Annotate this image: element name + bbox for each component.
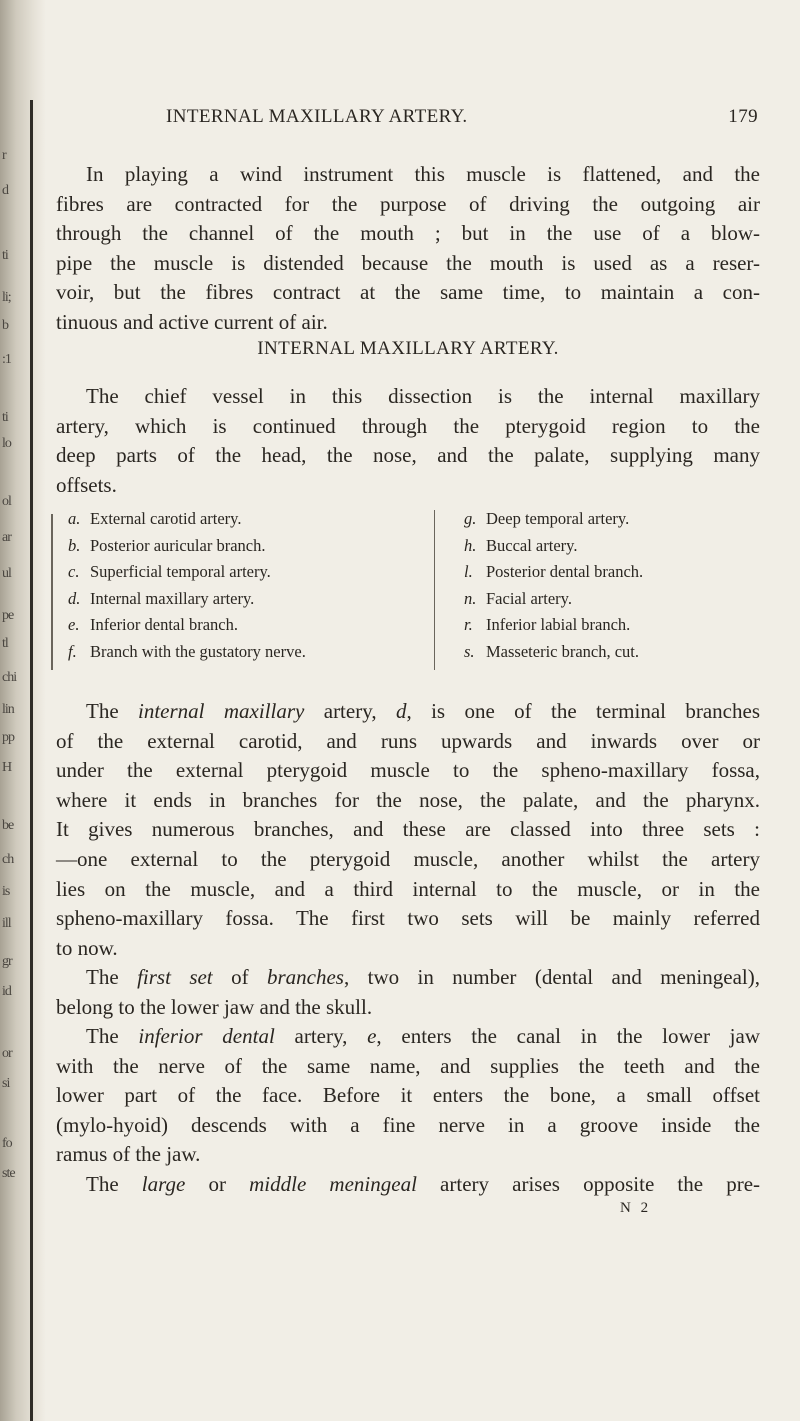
text-line: lies on the muscle, and a third internal to the muscle, or in the — [56, 876, 760, 901]
legend-item — [464, 612, 764, 639]
italic-term: branches — [266, 965, 344, 989]
legend-item — [68, 559, 368, 586]
legend-item — [464, 559, 764, 586]
legend-text: Inferior dental branch. — [90, 615, 238, 634]
text-line: voir, but the fibres contract at the same time, to maintain a con- — [56, 280, 760, 305]
legend-text: Superficial temporal artery. — [90, 562, 271, 581]
legend-column-left — [68, 506, 368, 665]
text-line — [56, 1170, 760, 1200]
legend-text: Internal maxillary artery. — [90, 588, 255, 608]
italic-term: inferior dental — [138, 1024, 275, 1048]
italic-term: internal maxillary — [138, 699, 305, 723]
legend-key: r. — [464, 615, 473, 634]
legend-text: Masseteric branch, cut. — [486, 641, 640, 661]
italic-letter: e — [367, 1024, 377, 1048]
text-line: lower part of the face. Before it enters the bone, a small offset — [56, 1083, 760, 1108]
text-line: deep parts of the head, the nose, and the palate, supplying many — [56, 443, 760, 468]
text-line: (mylo-hyoid) descends with a fine nerve in a groove inside the — [56, 1112, 760, 1137]
text-line — [56, 963, 760, 993]
legend-item — [464, 586, 764, 613]
text-line: pipe the muscle is distended because the mouth is used as a reser- — [56, 250, 760, 275]
binding-edge-line — [30, 100, 33, 1421]
text-line: of the external carotid, and runs upwards and inwards over or — [56, 728, 760, 753]
text-line: The chief vessel in this dissection is the internal maxillary — [86, 384, 760, 408]
signature-mark: N 2 — [620, 1200, 652, 1216]
text-line: with the nerve of the same name, and supplies the teeth and the — [56, 1053, 760, 1078]
legend-text: Deep temporal artery. — [486, 509, 630, 528]
legend-item — [68, 533, 368, 560]
text-run: artery, — [304, 699, 396, 723]
legend-key: d. — [68, 588, 81, 608]
text-run: The — [86, 699, 139, 723]
paragraph-inferior-dental — [56, 1022, 760, 1170]
text-run: , two in number (dental and meningeal), — [343, 965, 760, 989]
text-line: fibres are contracted for the purpose of driving the outgoing air — [56, 191, 760, 216]
text-run: The — [86, 965, 138, 989]
paragraph-internal-maxillary — [56, 697, 760, 963]
text-line: offsets. — [56, 472, 117, 497]
text-run: , is one of the terminal branches — [406, 699, 760, 723]
text-line: under the external pterygoid muscle to the spheno-maxillary fossa, — [56, 758, 760, 783]
text-line: where it ends in branches for the nose, the palate, and the pharynx. — [56, 787, 760, 812]
legend-item — [464, 533, 764, 560]
legend-key: n. — [464, 588, 477, 608]
page-number: 179 — [728, 106, 758, 127]
legend-key: c. — [68, 562, 80, 581]
running-head — [56, 106, 760, 132]
paragraph-middle-meningeal — [56, 1170, 760, 1200]
legend-rule — [51, 514, 53, 670]
paragraph-chief-vessel — [56, 382, 760, 500]
text-line: tinuous and active current of air. — [56, 309, 328, 334]
text-run: The — [86, 1024, 139, 1048]
legend-text: Posterior dental branch. — [486, 562, 644, 581]
legend-text: Posterior auricular branch. — [90, 535, 266, 555]
legend-text: Buccal artery. — [486, 535, 578, 555]
legend-column-divider — [434, 510, 435, 670]
legend-item — [68, 586, 368, 613]
legend-key: g. — [464, 509, 477, 528]
text-line — [56, 1022, 760, 1052]
legend-key: a. — [68, 509, 81, 528]
legend-text: Facial artery. — [486, 588, 572, 608]
text-line: —one external to the pterygoid muscle, another whilst the artery — [56, 846, 760, 871]
legend-text: Inferior labial branch. — [486, 615, 631, 634]
text-line: spheno-maxillary fossa. The first two sets will be mainly referred — [56, 906, 760, 931]
text-line: ramus of the jaw. — [56, 1142, 201, 1167]
text-run: The — [86, 1172, 142, 1196]
legend-item — [464, 506, 764, 533]
legend-item — [464, 639, 764, 666]
legend-item — [68, 612, 368, 639]
legend-item — [68, 639, 368, 666]
legend-key: l. — [464, 562, 473, 581]
legend-key: s. — [464, 641, 475, 661]
italic-term: middle meningeal — [249, 1172, 417, 1196]
italic-term: first set — [137, 965, 213, 989]
text-line: to now. — [56, 935, 118, 960]
text-line: belong to the lower jaw and the skull. — [56, 994, 373, 1019]
legend-key: b. — [68, 535, 81, 555]
text-run: or — [185, 1172, 250, 1196]
italic-term: large — [141, 1172, 186, 1196]
text-line: In playing a wind instrument this muscle is flattened, and the — [86, 162, 760, 186]
text-line — [56, 697, 760, 727]
paragraph-wind-instrument — [56, 160, 760, 338]
legend-text: External carotid artery. — [90, 509, 242, 528]
text-run: , enters the canal in the lower jaw — [376, 1024, 760, 1048]
text-line: artery, which is continued through the pterygoid region to the — [56, 413, 760, 438]
legend-key: f. — [68, 641, 77, 661]
legend-key: h. — [464, 535, 477, 555]
paragraph-first-set — [56, 963, 760, 1022]
facing-page-fragments: r d ti li; b :1 ti lo ol ar ul pe tl chi lin pp H be ch is ill gr id or si fo ste — [2, 148, 17, 1181]
text-run: artery arises opposite the pre- — [416, 1172, 761, 1196]
running-head-title: INTERNAL MAXILLARY ARTERY. — [166, 106, 468, 127]
legend-column-right — [464, 506, 764, 665]
legend-item — [68, 506, 368, 533]
text-line: It gives numerous branches, and these are classed into three sets : — [56, 817, 760, 842]
text-line: through the channel of the mouth ; but in the use of a blow- — [56, 221, 760, 246]
legend-text: Branch with the gustatory nerve. — [90, 641, 306, 661]
legend-key: e. — [68, 615, 80, 634]
italic-letter: d — [395, 699, 407, 723]
figure-legend — [56, 506, 760, 676]
section-heading: INTERNAL MAXILLARY ARTERY. — [257, 338, 559, 359]
text-run: of — [212, 965, 267, 989]
text-run: artery, — [274, 1024, 368, 1048]
